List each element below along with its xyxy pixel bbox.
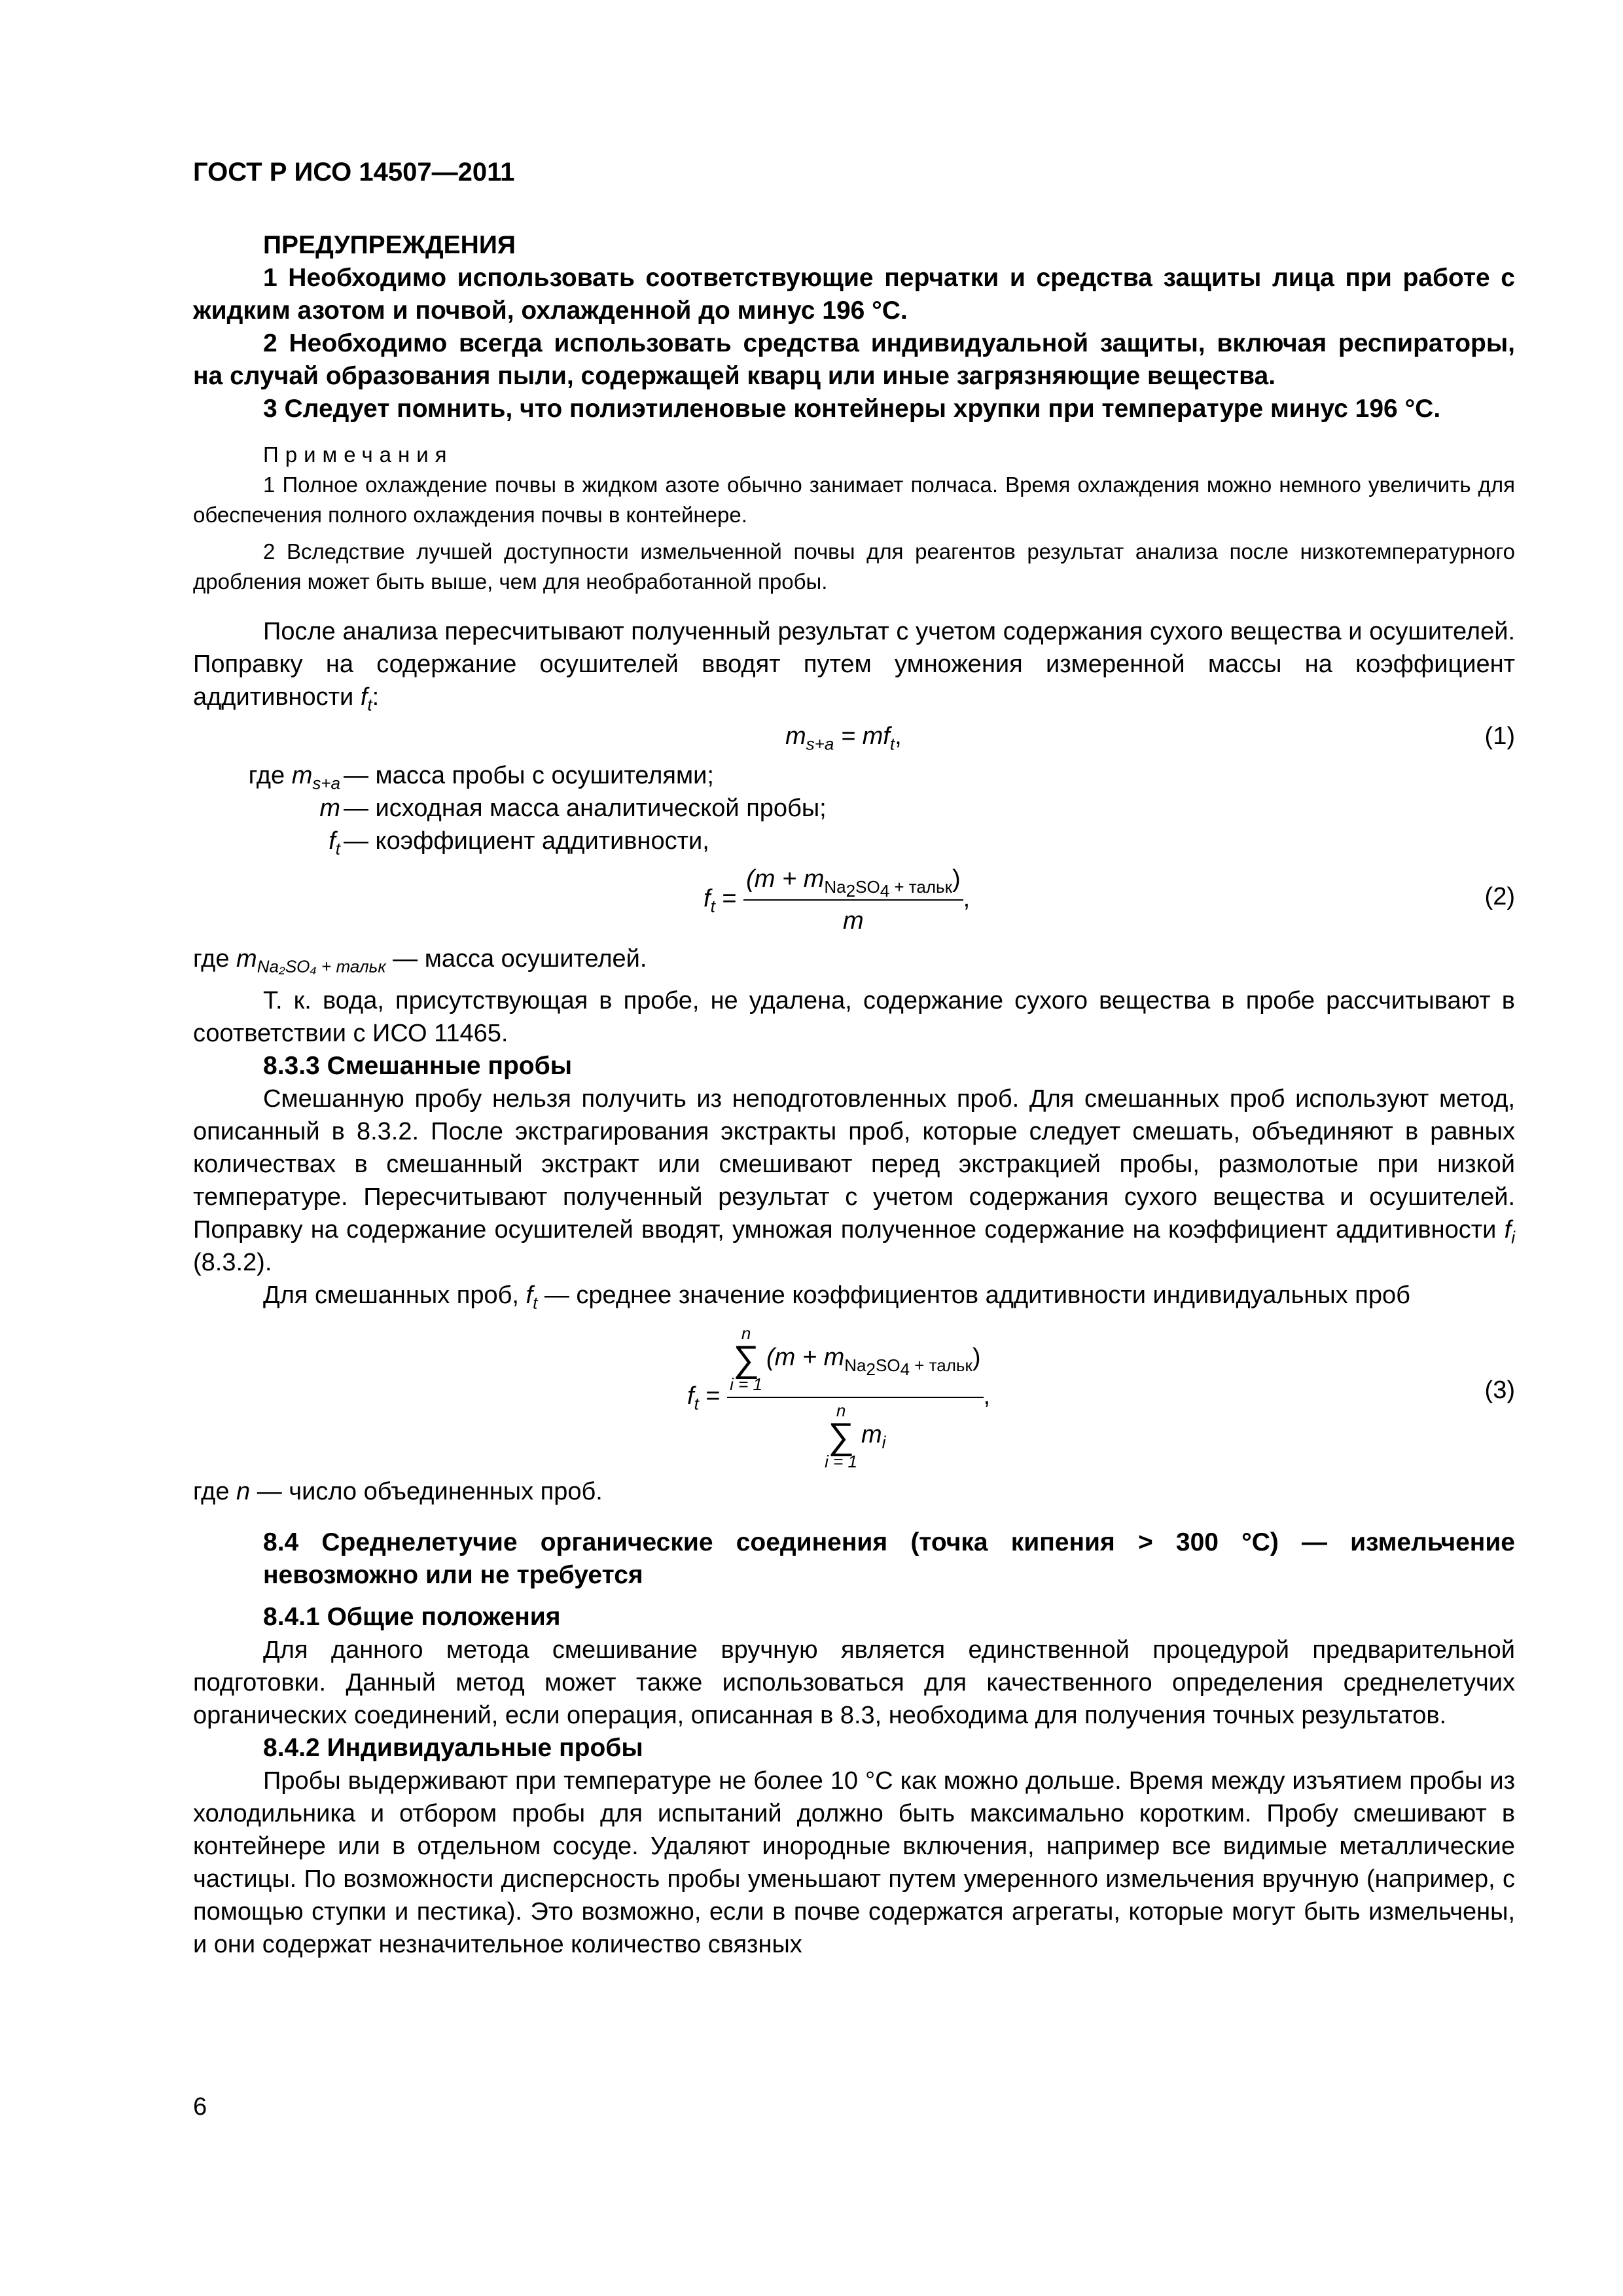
where-block-3: где n — число объединенных проб. [193, 1478, 603, 1505]
formula-1-number: (1) [1484, 723, 1515, 750]
where-symbol: m [319, 795, 340, 822]
note-item-1: 1 Полное охлаждение почвы в жидком азоте обычно занимает полчаса. Время охлаждения можно немного увеличить для обеспечения полного охлаждения почвы в контейнере. [193, 473, 1515, 527]
section-842-text: Пробы выдерживают при температуре не более 10 °С как можно дольше. Время между изъятием пробы из холодильника и отбором пробы для испытаний должно быть максимально коротким. Пробу смешивают в контейнере или в отдельном сосуде. Удаляют инородные включения, например все видимые металлические частицы. По возможности дисперсность пробы уменьшают путем умеренного измельчения вручную (например, с помощью ступки и пестика). Это возможно, если в почве содержатся агрегаты, которые могут быть измельчены, и они содержат незначительное количество связных [193, 1767, 1515, 1958]
sum-symbol: n ∑ i = 1 [730, 1323, 762, 1394]
sum-symbol: n ∑ i = 1 [825, 1401, 858, 1471]
warning-item-1: 1 Необходимо использовать соответствующие перчатки и средства защиты лица при работе с жидким азотом и почвой, охлажденной до минус 196 °С. [193, 264, 1515, 325]
paragraph-dry-matter: Т. к. вода, присутствующая в пробе, не удалена, содержание сухого вещества в пробе рассчитывают в соответствии с ИСО 11465. [193, 987, 1515, 1047]
warning-item-2: 2 Необходимо всегда использовать средства индивидуальной защиты, включая респираторы, на случай образования пыли, содержащей кварц или иные загрязняющие вещества. [193, 329, 1515, 390]
warning-item-3: 3 Следует помнить, что полиэтиленовые контейнеры хрупки при температуре минус 196 °С. [263, 395, 1441, 423]
where-symbol: $m_{s+a}$ [291, 762, 340, 793]
where-description: — исходная масса аналитической пробы; [344, 795, 827, 822]
formula-2 [193, 857, 1515, 936]
where-intro: где [248, 762, 285, 789]
section-841-title: 8.4.1 Общие положения [263, 1603, 561, 1631]
paragraph-recalculation: После анализа пересчитывают полученный результат с учетом содержания сухого вещества и осушителей. Поправку на содержание осушителей вводят путем умножения измеренной массы на коэффициент аддитивности $f_t$: [193, 618, 1515, 715]
where-description: — масса пробы с осушителями; [344, 762, 714, 789]
formula-3-expression: $f_t$ = n ∑ i = 1 $(m + m_{Na_2SO_4 + тальк})$ n ∑ i = 1 $m_i$ , [687, 1323, 991, 1471]
where-description: — коэффициент аддитивности, [344, 827, 709, 855]
formula-1 [193, 713, 1515, 759]
page-number: 6 [193, 2093, 207, 2121]
where-block-1 [193, 759, 1515, 857]
section-841-text: Для данного метода смешивание вручную является единственной процедурой предварительной подготовки. Данный метод может также использоваться для качественного определения среднелетучих органических соединений, если операция, описанная в 8.3, необходима для получения точных результатов. [193, 1636, 1515, 1729]
section-833-title: 8.3.3 Смешанные пробы [263, 1052, 573, 1080]
section-84-title: 8.4 Среднелетучие органические соединения (точка кипения > 300 °С) — измельчение невозможно или не требуется [263, 1528, 1515, 1589]
where-block-2: где $m_{Na_2SO_4 + тальк}$ — масса осушителей. [193, 945, 647, 977]
formula-2-expression: $f_t$ = $\frac{(m + m_{Na_2SO_4 + тальк})}{m}$ , [704, 863, 970, 937]
symbol-f: $f_t$ [360, 683, 372, 715]
document-header: ГОСТ Р ИСО 14507—2011 [193, 158, 515, 187]
where-row [193, 792, 1515, 825]
formula-3 [193, 1312, 1515, 1469]
where-symbol: $f_t$ [329, 827, 340, 859]
paragraph-recalculation-text: После анализа пересчитывают полученный результат с учетом содержания сухого вещества и осушителей. Поправку на содержание осушителей вводят путем умножения измеренной массы на коэффициент аддитивности [193, 618, 1515, 711]
formula-3-number: (3) [1484, 1376, 1515, 1404]
formula-2-number: (2) [1484, 883, 1515, 910]
section-842-title: 8.4.2 Индивидуальные пробы [263, 1734, 643, 1762]
where-row [193, 759, 1515, 792]
formula-1-expression: $m_{s+a} = mf_t$, [785, 723, 902, 754]
formula-2-fraction: $\frac{(m + m_{Na_2SO_4 + тальк})}{m}$ [743, 863, 963, 937]
page-content [193, 229, 1515, 1961]
warnings-title: ПРЕДУПРЕЖДЕНИЯ [263, 231, 516, 259]
where-row [193, 825, 1515, 857]
note-item-2: 2 Вследствие лучшей доступности измельченной почвы для реагентов результат анализа после низкотемпературного дробления может быть выше, чем для необработанной пробы. [193, 539, 1515, 594]
formula-3-fraction: n ∑ i = 1 $(m + m_{Na_2SO_4 + тальк})$ n ∑ i = 1 $m_i$ [727, 1325, 983, 1470]
section-833-text: Смешанную пробу нельзя получить из неподготовленных проб. Для смешанных проб используют метод, описанный в 8.3.2. После экстрагирования экстракты проб, которые следует смешать, объединяют в равных количествах в смешанный экстракт или смешивают перед экстракцией пробы, размолотые при низкой температуре. Пересчитывают полученный результат с учетом содержания сухого вещества и осушителей. Поправку на содержание осушителей вводят, умножая полученное содержание на коэффициент аддитивности $f_i$ (8.3.2). [193, 1085, 1515, 1276]
section-833-text-2: Для смешанных проб, $f_t$ — среднее значение коэффициентов аддитивности индивидуальных проб [263, 1282, 1410, 1313]
notes-title: Примечания [263, 442, 454, 467]
